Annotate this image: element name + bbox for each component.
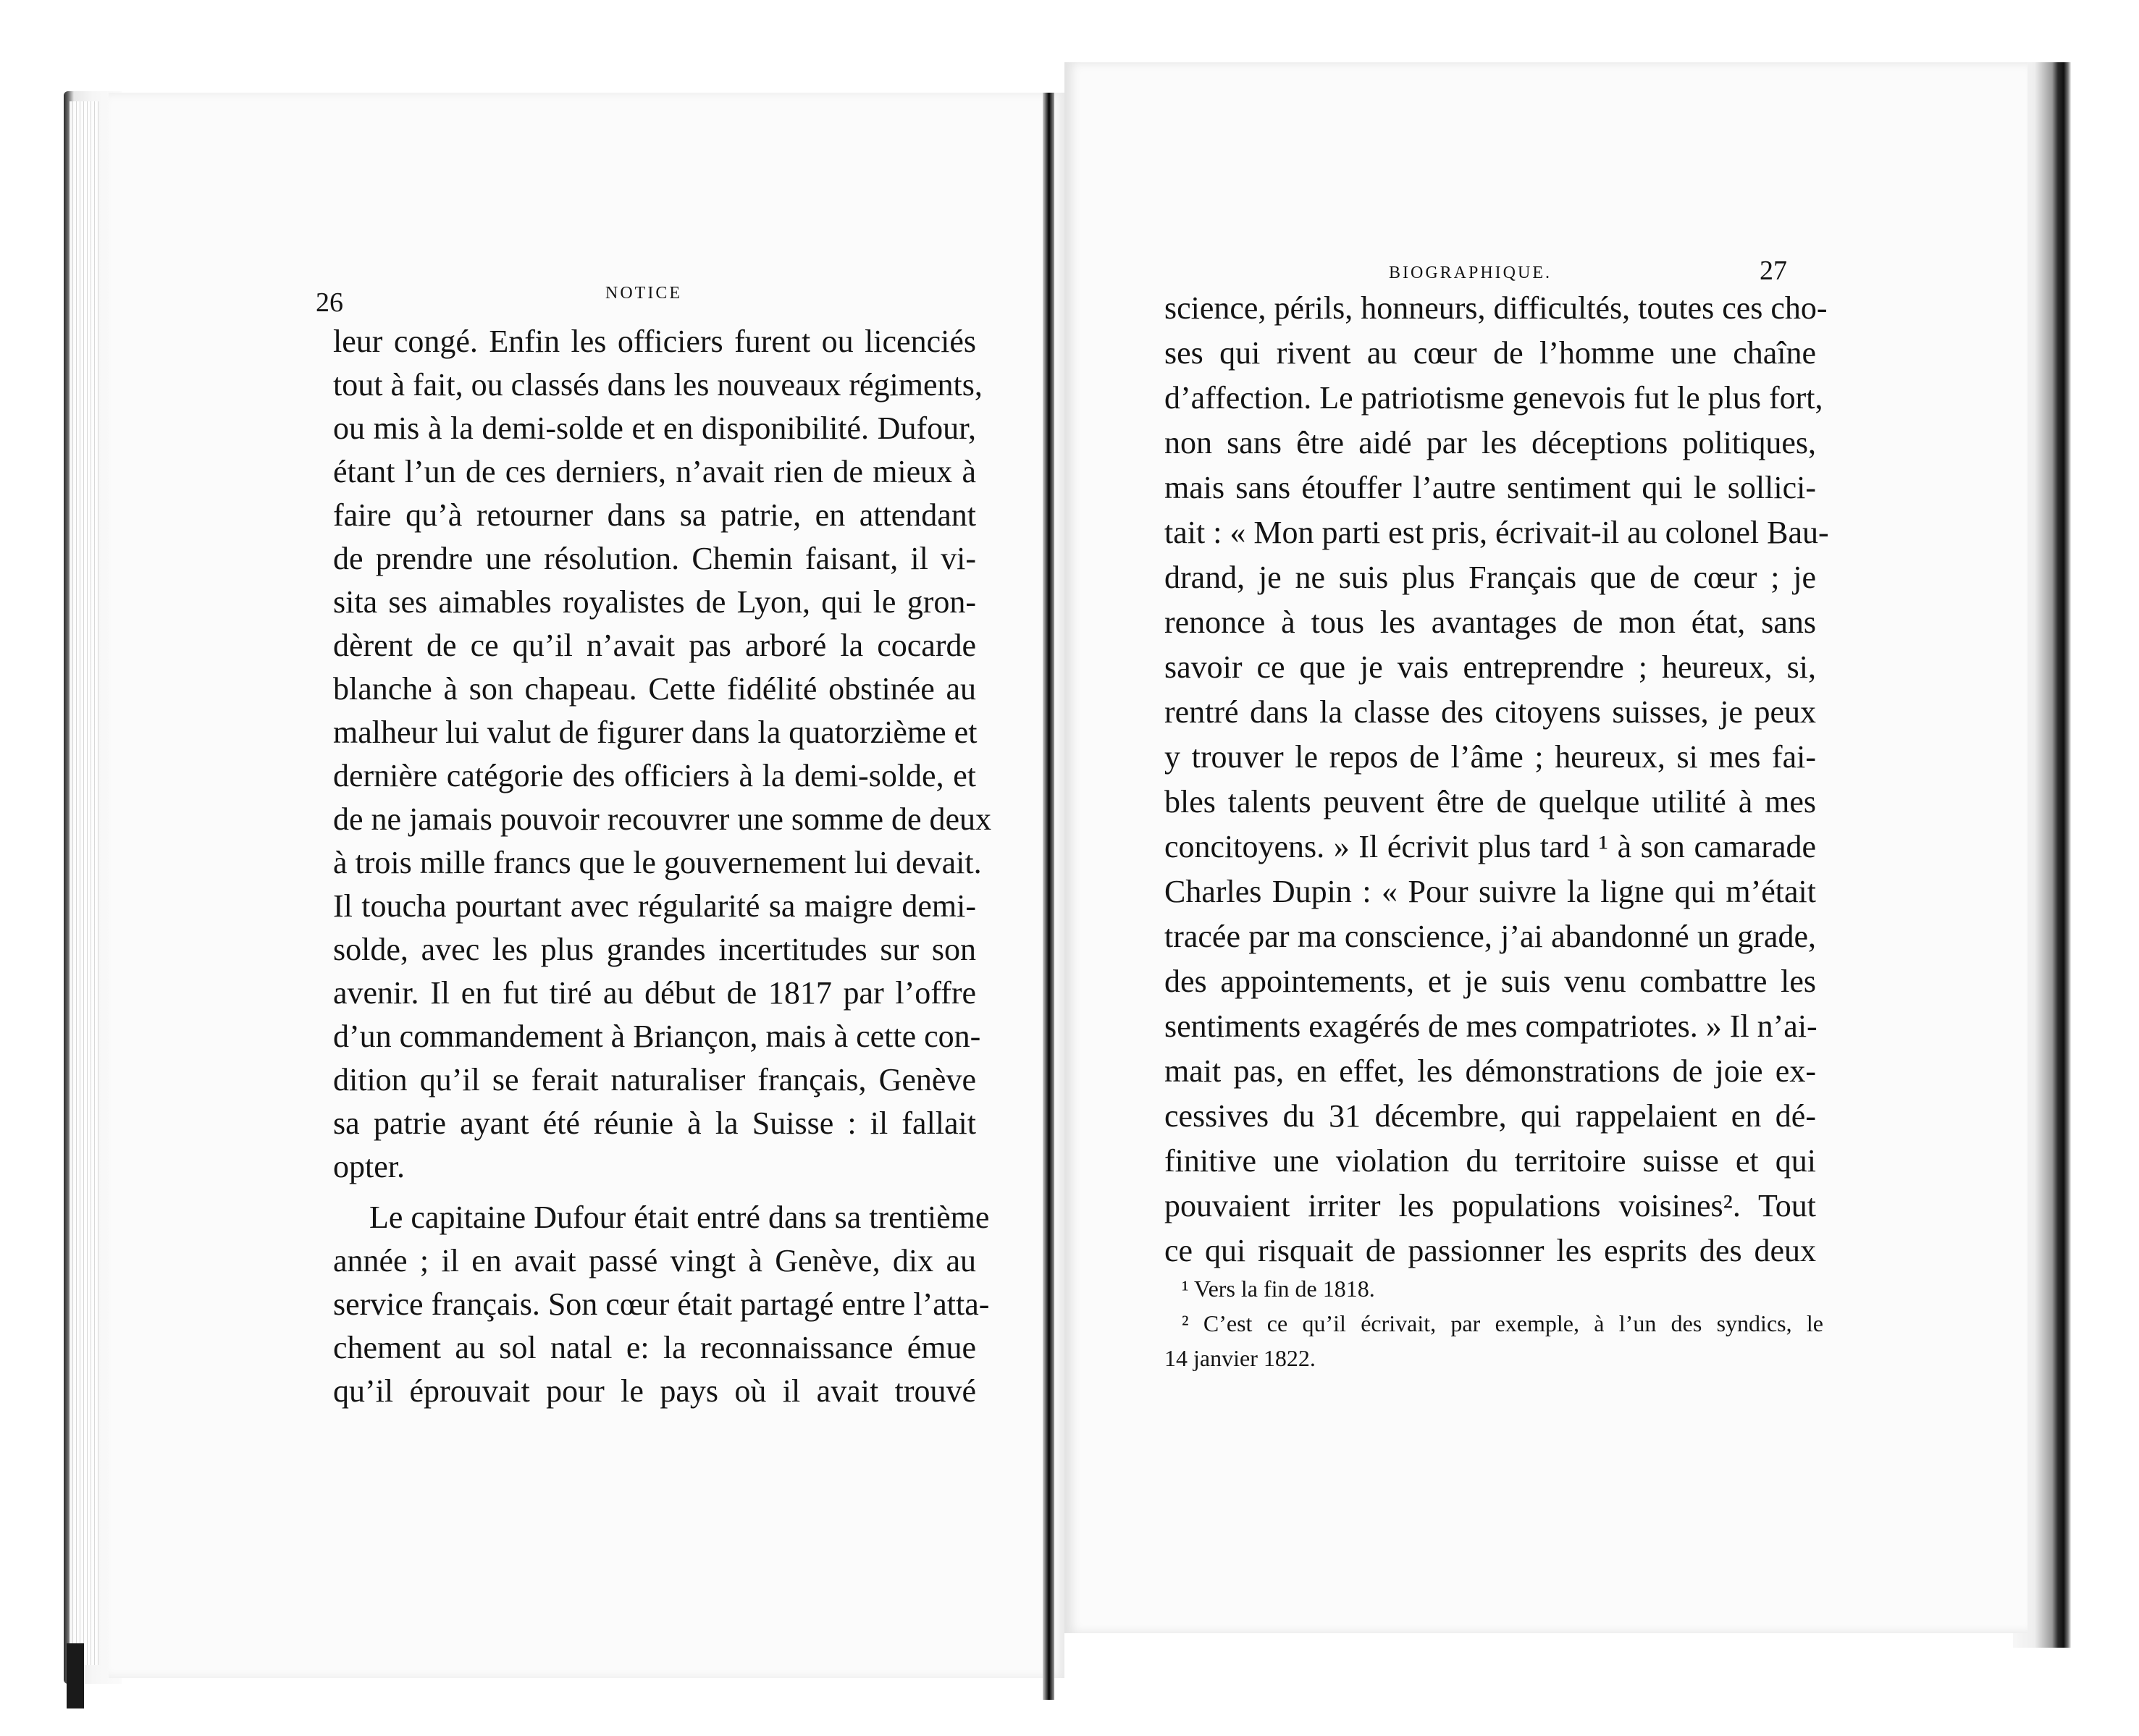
text-line: de prendre une résolution. Chemin faisant, il vi- bbox=[333, 541, 976, 576]
text-line: ce qui risquait de passionner les esprits des deux bbox=[1164, 1233, 1816, 1268]
text-line: d’affection. Le patriotisme genevois fut le plus fort, bbox=[1164, 380, 1823, 416]
text-line: malheur lui valut de figurer dans la quatorzième et bbox=[333, 715, 978, 750]
text-line: d’un commandement à Briançon, mais à cette con- bbox=[333, 1019, 981, 1054]
footnote: ¹ Vers la fin de 1818. bbox=[1182, 1276, 1375, 1302]
text-line: renonce à tous les avantages de mon état, sans bbox=[1164, 604, 1816, 640]
text-line: Le capitaine Dufour était entré dans sa trentième bbox=[369, 1200, 990, 1235]
page-number: 27 bbox=[1760, 256, 1787, 286]
spine-corner bbox=[67, 1643, 84, 1708]
text-line: ses qui rivent au cœur de l’homme une chaîne bbox=[1164, 335, 1816, 371]
text-line: cessives du 31 décembre, qui rappelaient en dé- bbox=[1164, 1098, 1816, 1134]
text-line: mais sans étouffer l’autre sentiment qui le sollici- bbox=[1164, 470, 1816, 505]
text-line: de ne jamais pouvoir recouvrer une somme de deux bbox=[333, 801, 992, 837]
text-line: tout à fait, ou classés dans les nouveaux régiments, bbox=[333, 367, 983, 403]
text-line: leur congé. Enfin les officiers furent ou licenciés bbox=[333, 324, 976, 359]
text-line: qu’il éprouvait pour le pays où il avait trouvé bbox=[333, 1373, 976, 1409]
text-line: opter. bbox=[333, 1149, 405, 1184]
text-line: tracée par ma conscience, j’ai abandonné un grade, bbox=[1164, 919, 1816, 954]
text-line: finitive une violation du territoire suisse et qui bbox=[1164, 1143, 1816, 1179]
text-line: dèrent de ce qu’il n’avait pas arboré la cocarde bbox=[333, 628, 976, 663]
text-line: année ; il en avait passé vingt à Genève, dix au bbox=[333, 1243, 976, 1278]
text-line: tait : « Mon parti est pris, écrivait-il au colonel Bau- bbox=[1164, 515, 1829, 550]
page-stack-edge bbox=[70, 101, 98, 1665]
text-line: science, périls, honneurs, difficultés, toutes ces cho- bbox=[1164, 290, 1828, 326]
text-line: blanche à son chapeau. Cette fidélité obstinée au bbox=[333, 671, 976, 707]
text-line: avenir. Il en fut tiré au début de 1817 par l’offre bbox=[333, 975, 976, 1011]
text-line: faire qu’à retourner dans sa patrie, en attendant bbox=[333, 497, 976, 533]
text-line: dernière catégorie des officiers à la demi-solde, et bbox=[333, 758, 976, 793]
text-line: y trouver le repos de l’âme ; heureux, si mes fai- bbox=[1164, 739, 1816, 775]
page-number: 26 bbox=[316, 287, 343, 318]
text-line: pouvaient irriter les populations voisines². Tout bbox=[1164, 1188, 1816, 1223]
text-line: solde, avec les plus grandes incertitudes sur son bbox=[333, 932, 976, 967]
text-line: sita ses aimables royalistes de Lyon, qui le gron- bbox=[333, 584, 976, 620]
text-line: sa patrie ayant été réunie à la Suisse : il fallait bbox=[333, 1105, 976, 1141]
text-line: dition qu’il se ferait naturaliser français, Genève bbox=[333, 1062, 976, 1097]
text-line: savoir ce que je vais entreprendre ; heureux, si, bbox=[1164, 649, 1816, 685]
text-line: Charles Dupin : « Pour suivre la ligne qui m’était bbox=[1164, 874, 1816, 909]
text-line: à trois mille francs que le gouvernement lui devait. bbox=[333, 845, 982, 880]
text-line: service français. Son cœur était partagé entre l’atta- bbox=[333, 1286, 990, 1322]
text-line: drand, je ne suis plus Français que de cœur ; je bbox=[1164, 560, 1816, 595]
text-line: des appointements, et je suis venu combattre les bbox=[1164, 964, 1816, 999]
text-line: Il toucha pourtant avec régularité sa maigre demi- bbox=[333, 888, 976, 924]
running-head: BIOGRAPHIQUE. bbox=[1389, 264, 1552, 282]
book-gutter bbox=[1043, 93, 1054, 1700]
footnote: 14 janvier 1822. bbox=[1164, 1345, 1316, 1371]
text-line: étant l’un de ces derniers, n’avait rien de mieux à bbox=[333, 454, 976, 489]
text-line: concitoyens. » Il écrivit plus tard ¹ à son camarade bbox=[1164, 829, 1816, 864]
text-line: ou mis à la demi-solde et en disponibilité. Dufour, bbox=[333, 410, 976, 446]
text-line: mait pas, en effet, les démonstrations de joie ex- bbox=[1164, 1053, 1816, 1089]
text-line: sentiments exagérés de mes compatriotes. » Il n’ai- bbox=[1164, 1008, 1817, 1044]
running-head: NOTICE bbox=[605, 284, 682, 303]
text-line: non sans être aidé par les déceptions politiques, bbox=[1164, 425, 1816, 460]
text-line: chement au sol natal e: la reconnaissance émue bbox=[333, 1330, 976, 1365]
footnote: ² C’est ce qu’il écrivait, par exemple, à l’un des syndics, le bbox=[1182, 1310, 1823, 1336]
text-line: rentré dans la classe des citoyens suisses, je peux bbox=[1164, 694, 1816, 730]
text-line: bles talents peuvent être de quelque utilité à mes bbox=[1164, 784, 1816, 819]
